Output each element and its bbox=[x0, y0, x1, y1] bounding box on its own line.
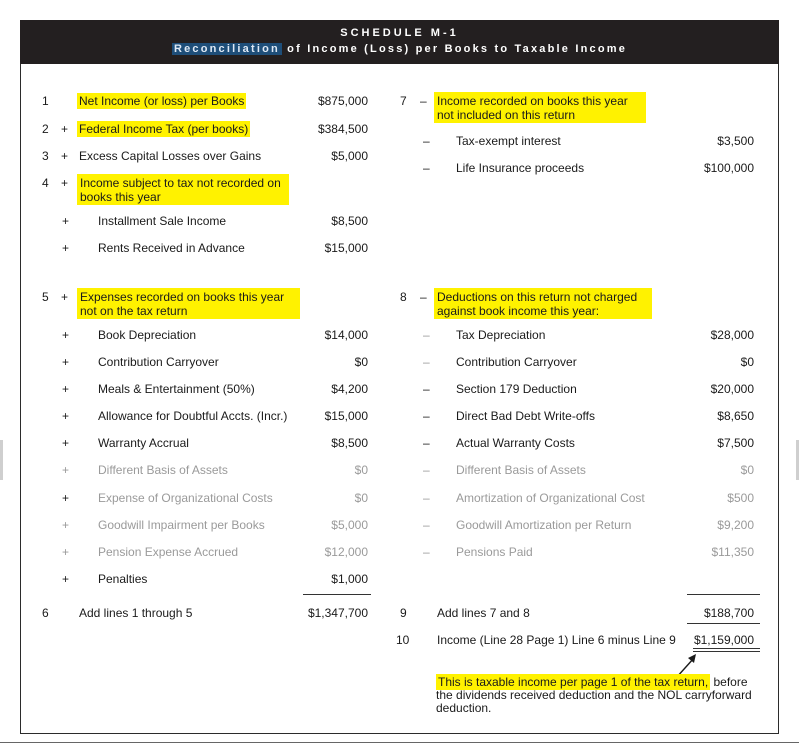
item-label: Direct Bad Debt Write-offs bbox=[456, 409, 595, 423]
item-value: $500 bbox=[727, 491, 754, 505]
line-label bbox=[77, 94, 246, 108]
item-label: Pension Expense Accrued bbox=[98, 545, 239, 559]
item-sign: – bbox=[423, 409, 430, 423]
item-label: Expense of Organizational Costs bbox=[98, 491, 273, 505]
line-value: $875,000 bbox=[317, 94, 368, 108]
item-value: $8,650 bbox=[717, 409, 754, 423]
item-sign: + bbox=[62, 491, 70, 505]
item-value: $100,000 bbox=[703, 161, 754, 175]
item-value: $15,000 bbox=[324, 409, 368, 423]
line-number: 10 bbox=[396, 633, 410, 647]
item-label: Warranty Accrual bbox=[98, 436, 189, 450]
line-value: $384,500 bbox=[317, 122, 368, 136]
note-highlight: This is taxable income per page 1 of the tax return, bbox=[438, 675, 709, 689]
item-sign: – bbox=[423, 161, 430, 175]
line-number: 1 bbox=[42, 94, 49, 108]
line-sign: + bbox=[61, 149, 69, 163]
item-sign: + bbox=[62, 355, 70, 369]
line-number: 9 bbox=[400, 606, 407, 620]
note-rest: before the dividends received deduction and the NOL carryforward deduction. bbox=[436, 675, 752, 715]
line-sign: + bbox=[61, 290, 69, 304]
item-value: $0 bbox=[354, 355, 368, 369]
double-rule-bottom bbox=[693, 651, 760, 652]
line-label: Add lines 7 and 8 bbox=[437, 606, 530, 620]
subtotal-rule bbox=[687, 623, 760, 624]
total-rule bbox=[303, 594, 371, 595]
item-value: $15,000 bbox=[324, 241, 368, 255]
item-value: $0 bbox=[740, 463, 754, 477]
item-label: Allowance for Doubtful Accts. (Incr.) bbox=[98, 409, 288, 423]
line-sign: + bbox=[61, 176, 69, 190]
line-sign: – bbox=[420, 290, 427, 304]
line-number: 4 bbox=[42, 176, 49, 190]
line-sign: – bbox=[420, 94, 427, 108]
item-sign: + bbox=[62, 518, 70, 532]
item-value: $4,200 bbox=[331, 382, 368, 396]
item-label: Life Insurance proceeds bbox=[456, 161, 585, 175]
item-label: Contribution Carryover bbox=[456, 355, 577, 369]
item-value: $3,500 bbox=[717, 134, 754, 148]
item-label: Contribution Carryover bbox=[98, 355, 219, 369]
item-value: $7,500 bbox=[717, 436, 754, 450]
item-sign: – bbox=[423, 545, 430, 559]
item-value: $0 bbox=[740, 355, 754, 369]
item-sign: – bbox=[423, 134, 430, 148]
line-number: 5 bbox=[42, 290, 49, 304]
line-label: Expenses recorded on books this year not on the tax return bbox=[77, 288, 300, 319]
line-label: Excess Capital Losses over Gains bbox=[79, 149, 262, 163]
total-rule bbox=[687, 594, 760, 595]
item-sign: + bbox=[62, 409, 70, 423]
item-label: Meals & Entertainment (50%) bbox=[98, 382, 255, 396]
line-number: 8 bbox=[400, 290, 407, 304]
item-value: $0 bbox=[354, 463, 368, 477]
item-sign: – bbox=[423, 491, 430, 505]
item-sign: + bbox=[62, 214, 70, 228]
subtitle-rest: of Income (Loss) per Books to Taxable Income bbox=[281, 43, 628, 55]
double-rule-top bbox=[693, 648, 760, 649]
item-value: $8,500 bbox=[331, 214, 368, 228]
item-sign: – bbox=[423, 518, 430, 532]
line-label bbox=[77, 122, 250, 136]
item-sign: + bbox=[62, 572, 70, 586]
page-bottom-rule bbox=[0, 742, 799, 743]
line-number: 3 bbox=[42, 149, 49, 163]
line-label: Deductions on this return not charged against book income this year: bbox=[434, 288, 652, 319]
item-sign: + bbox=[62, 382, 70, 396]
item-sign: + bbox=[62, 436, 70, 450]
item-label: Goodwill Impairment per Books bbox=[98, 518, 265, 532]
item-value: $0 bbox=[354, 491, 368, 505]
item-label: Goodwill Amortization per Return bbox=[456, 518, 632, 532]
item-label: Pensions Paid bbox=[456, 545, 533, 559]
line-value: $5,000 bbox=[331, 149, 368, 163]
item-value: $20,000 bbox=[710, 382, 754, 396]
item-label: Section 179 Deduction bbox=[456, 382, 577, 396]
line-label: Income recorded on books this year not included on this return bbox=[434, 92, 646, 123]
highlighted-label: Federal Income Tax (per books) bbox=[79, 122, 249, 136]
item-label: Tax Depreciation bbox=[456, 328, 546, 342]
item-label: Tax-exempt interest bbox=[456, 134, 561, 148]
line-value: $188,700 bbox=[703, 606, 754, 620]
line-label: Income subject to tax not recorded on books this year bbox=[77, 174, 289, 205]
item-value: $8,500 bbox=[331, 436, 368, 450]
line-number: 7 bbox=[400, 94, 407, 108]
item-label: Installment Sale Income bbox=[98, 214, 227, 228]
item-sign: + bbox=[62, 545, 70, 559]
item-label: Different Basis of Assets bbox=[456, 463, 586, 477]
line-sign: + bbox=[61, 122, 69, 136]
item-label: Penalties bbox=[98, 572, 148, 586]
item-sign: + bbox=[62, 241, 70, 255]
schedule-title: SCHEDULE M-1 bbox=[340, 27, 459, 39]
line-value: $1,347,700 bbox=[307, 606, 368, 620]
schedule-subtitle bbox=[20, 43, 779, 55]
schedule-header bbox=[20, 20, 779, 64]
item-sign: – bbox=[423, 382, 430, 396]
subtitle-highlight: Reconciliation bbox=[173, 43, 280, 55]
line-number: 6 bbox=[42, 606, 49, 620]
item-sign: + bbox=[62, 328, 70, 342]
item-sign: – bbox=[423, 328, 430, 342]
item-value: $1,000 bbox=[331, 572, 368, 586]
item-label: Actual Warranty Costs bbox=[456, 436, 575, 450]
item-label: Rents Received in Advance bbox=[98, 241, 245, 255]
item-label: Different Basis of Assets bbox=[98, 463, 228, 477]
item-value: $11,350 bbox=[711, 545, 754, 559]
line-label: Add lines 1 through 5 bbox=[79, 606, 193, 620]
item-value: $28,000 bbox=[710, 328, 754, 342]
item-sign: – bbox=[423, 463, 430, 477]
item-label: Amortization of Organizational Cost bbox=[456, 491, 645, 505]
item-sign: + bbox=[62, 463, 70, 477]
item-value: $14,000 bbox=[324, 328, 368, 342]
item-sign: – bbox=[423, 436, 430, 450]
line-label: Income (Line 28 Page 1) Line 6 minus Line 9 bbox=[437, 633, 676, 647]
item-value: $9,200 bbox=[717, 518, 754, 532]
item-value: $5,000 bbox=[331, 518, 368, 532]
edge-mark-left bbox=[0, 440, 3, 480]
taxable-income-value: $1,159,000 bbox=[693, 633, 754, 647]
item-label: Book Depreciation bbox=[98, 328, 197, 342]
item-value: $12,000 bbox=[324, 545, 368, 559]
highlighted-label: Net Income (or loss) per Books bbox=[79, 94, 245, 108]
line-number: 2 bbox=[42, 122, 49, 136]
item-sign: – bbox=[423, 355, 430, 369]
annotation-note bbox=[436, 676, 766, 715]
